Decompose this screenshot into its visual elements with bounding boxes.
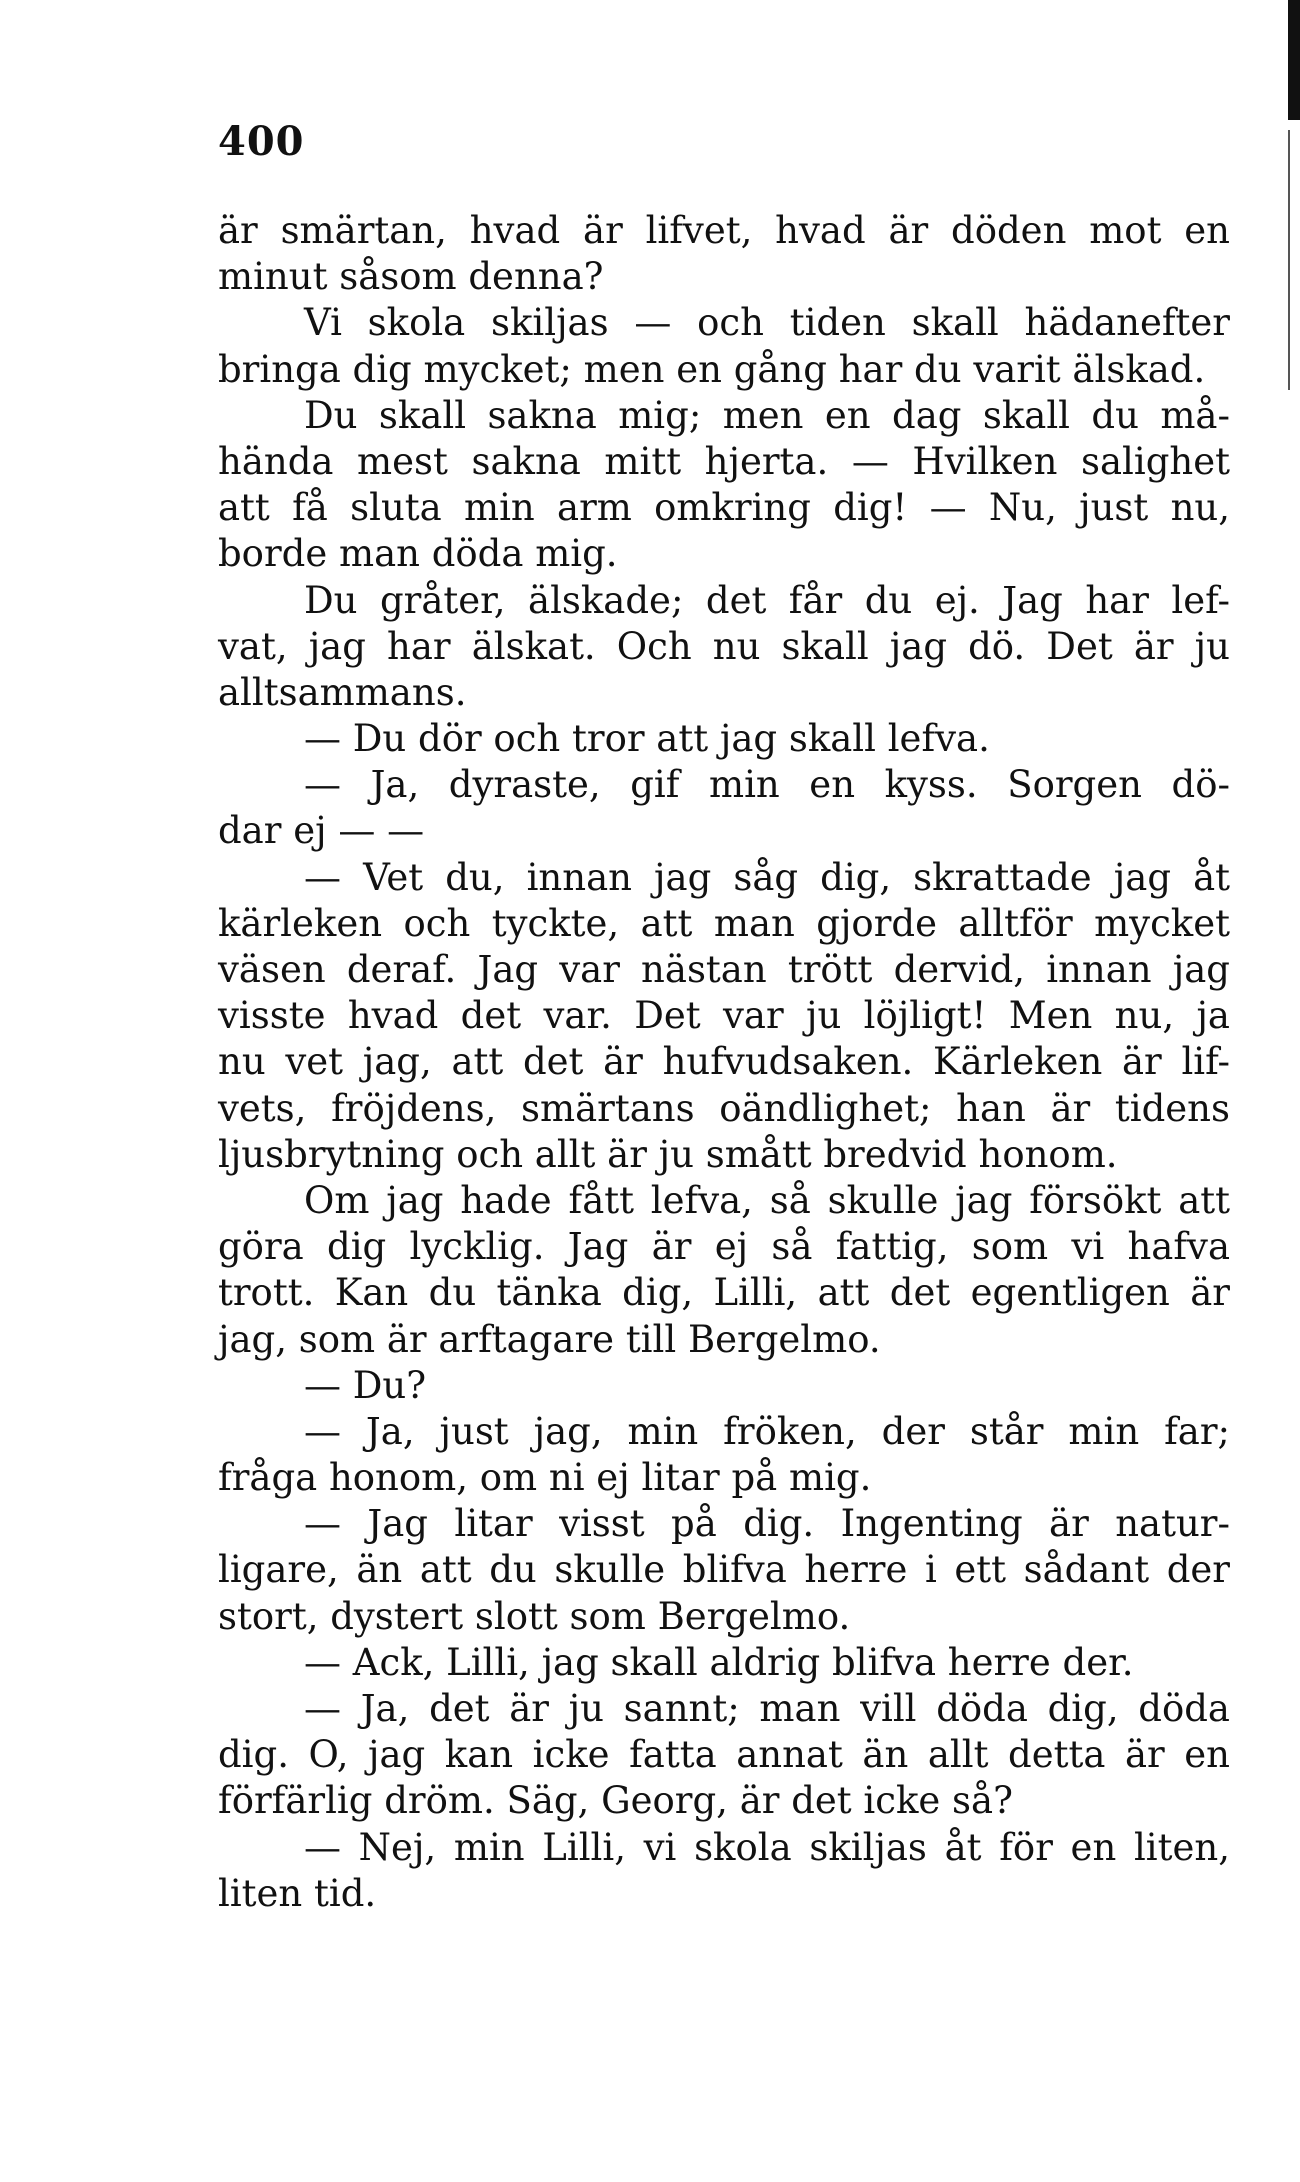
text-line: jag, som är arftagare till Bergelmo.: [218, 1317, 881, 1361]
page-edge-mark: [1288, 0, 1300, 120]
text-line: hända mest sakna mitt hjerta. — Hvilken salighet: [218, 439, 1230, 483]
text-line: alltsammans.: [218, 670, 467, 714]
text-line: är smärtan, hvad är lifvet, hvad är döden mot en: [218, 209, 1230, 252]
text-line: minut såsom denna?: [218, 255, 604, 299]
text-line: kärleken och tyckte, att man gjorde alltför mycket: [218, 901, 1230, 945]
text-line: förfärlig dröm. Säg, Georg, är det icke så?: [218, 1779, 1013, 1823]
page-number: 400: [218, 118, 305, 165]
text-line: borde man döda mig.: [218, 532, 618, 576]
page-edge-line: [1288, 130, 1290, 390]
text-line: — Du dör och tror att jag skall lefva.: [304, 717, 990, 761]
text-line: vat, jag har älskat. Och nu skall jag dö. Det är ju: [218, 624, 1230, 668]
text-line: — Vet du, innan jag såg dig, skrattade jag åt: [304, 855, 1230, 899]
text-line: fråga honom, om ni ej litar på mig.: [218, 1456, 872, 1500]
text-line: ligare, än att du skulle blifva herre i ett sådant der: [218, 1548, 1230, 1592]
text-line: nu vet jag, att det är hufvudsaken. Kärleken är lif-: [218, 1040, 1230, 1084]
text-line: liten tid.: [218, 1871, 377, 1915]
text-line: att få sluta min arm omkring dig! — Nu, just nu,: [218, 486, 1230, 530]
text-line: trott. Kan du tänka dig, Lilli, att det egentligen är: [218, 1271, 1230, 1315]
text-line: — Jag litar visst på dig. Ingenting är natur-: [304, 1502, 1230, 1546]
text-line: — Ja, det är ju sannt; man vill döda dig, döda: [304, 1687, 1230, 1730]
text-line: göra dig lycklig. Jag är ej så fattig, som vi hafva: [218, 1225, 1230, 1269]
text-line: dar ej — —: [218, 809, 425, 853]
text-line: — Du?: [304, 1363, 427, 1407]
text-line: dig. O, jag kan icke fatta annat än allt detta är en: [218, 1733, 1230, 1777]
text-line: — Ack, Lilli, jag skall aldrig blifva herre der.: [304, 1640, 1134, 1684]
text-line: Du gråter, älskade; det får du ej. Jag har lef-: [304, 578, 1230, 622]
text-line: ljusbrytning och allt är ju smått bredvid honom.: [218, 1132, 1118, 1176]
text-line: Du skall sakna mig; men en dag skall du må-: [304, 393, 1230, 437]
text-line: bringa dig mycket; men en gång har du varit älskad.: [218, 347, 1206, 391]
text-line: — Ja, dyraste, gif min en kyss. Sorgen dö-: [304, 763, 1230, 807]
text-line: Om jag hade fått lefva, så skulle jag försökt att: [304, 1178, 1230, 1222]
text-line: — Ja, just jag, min fröken, der står min far;: [304, 1409, 1230, 1453]
text-line: — Nej, min Lilli, vi skola skiljas åt för en liten,: [304, 1825, 1230, 1869]
text-line: visste hvad det var. Det var ju löjligt! Men nu, ja: [218, 994, 1230, 1038]
text-line: väsen deraf. Jag var nästan trött dervid, innan jag: [218, 948, 1230, 991]
body-text: [218, 208, 1230, 1917]
text-line: vets, fröjdens, smärtans oändlighet; han är tidens: [218, 1086, 1230, 1130]
text-line: stort, dystert slott som Bergelmo.: [218, 1594, 851, 1638]
text-line: Vi skola skiljas — och tiden skall hädanefter: [304, 301, 1230, 345]
